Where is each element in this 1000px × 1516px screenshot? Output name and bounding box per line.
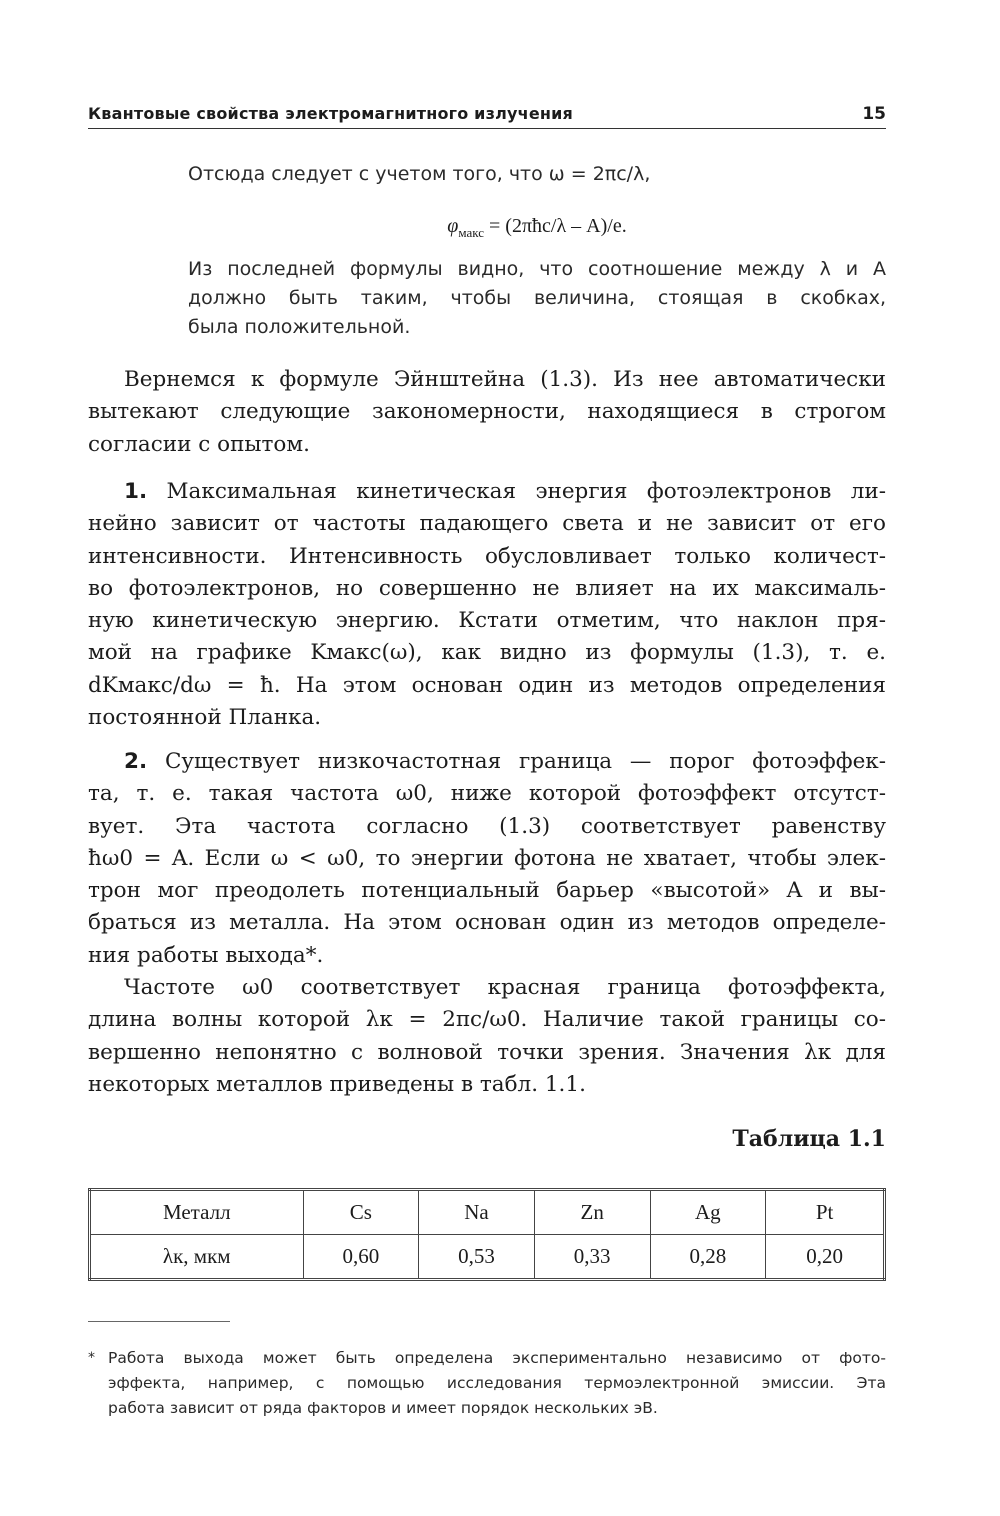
paragraph-line: мой на графике Kмакс(ω), как видно из формулы (1.3), т. е. [88, 640, 886, 666]
formula-subscript: макс [458, 225, 485, 240]
paragraph-line: трон мог преодолеть потенциальный барьер «высотой» A и вы- [88, 878, 886, 904]
note-intro [188, 160, 886, 189]
paragraph-line: вует. Эта частота согласно (1.3) соответствует равенству [88, 813, 886, 839]
header-rule [88, 128, 886, 129]
page-number: 15 [862, 104, 886, 124]
running-header-title: Квантовые свойства электромагнитного излучения [88, 104, 574, 123]
paragraph-line [88, 476, 886, 508]
footnote-marker: * [88, 1350, 95, 1366]
paragraph-line: во фотоэлектронов, но совершенно не влияет на их максималь- [88, 575, 886, 601]
formula-rhs: = (2πħc/λ – A)/e. [484, 215, 627, 237]
table-red-limit [88, 1188, 886, 1281]
table-row [90, 1235, 885, 1280]
paragraph-line: постоянной Планка. [88, 705, 322, 731]
formula-phi-max [188, 215, 886, 241]
note-line: Из последней формулы видно, что соотношение между λ и A [188, 258, 886, 280]
paragraph-line: Вернемся к формуле Эйнштейна (1.3). Из нее автоматически [124, 367, 886, 392]
table-caption: Таблица 1.1 [732, 1126, 886, 1152]
paragraph-line: dKмакс/dω = ħ. На этом основан один из методов определения [88, 672, 886, 698]
table-cell: 0,33 [534, 1235, 650, 1280]
paragraph-line: ния работы выхода*. [88, 942, 324, 968]
table-cell: 0,60 [303, 1235, 419, 1280]
note-line: была положительной. [188, 316, 411, 338]
note-line: должно быть таким, чтобы величина, стоящая в скобках, [188, 287, 886, 309]
item-2-paragraph [88, 746, 886, 972]
table-header-cell: λк, мкм [90, 1235, 304, 1280]
paragraph-line: вершенно непонятно с волновой точки зрения. Значения λк для [88, 1039, 886, 1065]
table-cell: Zn [534, 1190, 650, 1235]
paragraph-line: браться из металла. На этом основан один из методов определе- [88, 910, 886, 936]
note-intro-line: Отсюда следует с учетом того, что ω = 2πc/λ, [188, 163, 651, 185]
intro-paragraph [88, 364, 886, 461]
paragraph-line: согласии с опытом. [88, 431, 310, 457]
item-1-paragraph [88, 476, 886, 734]
table-cell: 0,28 [650, 1235, 766, 1280]
table-cell: Ag [650, 1190, 766, 1235]
paragraph-line: нейно зависит от частоты падающего света и не зависит от его [88, 511, 886, 537]
paragraph-line: ную кинетическую энергию. Кстати отметим, что наклон пря- [88, 608, 886, 634]
formula-lhs: φ [447, 215, 459, 237]
paragraph-line: длина волны которой λк = 2πc/ω0. Наличие такой границы со- [88, 1007, 886, 1033]
red-limit-paragraph [88, 972, 886, 1101]
footnote-line: Работа выхода может быть определена экспериментально независимо от фото- [108, 1349, 886, 1367]
table-cell: Na [419, 1190, 535, 1235]
item-1-line-text: Максимальная кинетическая энергия фотоэлектронов ли- [166, 479, 886, 504]
footnote [88, 1346, 886, 1421]
table-header-cell: Металл [90, 1190, 304, 1235]
table-cell: Cs [303, 1190, 419, 1235]
table-cell: 0,20 [766, 1235, 885, 1280]
item-2-number: 2. [124, 749, 148, 774]
footnote-line: работа зависит от ряда факторов и имеет порядок нескольких эВ. [108, 1399, 658, 1417]
footnote-line: эффекта, например, с помощью исследования термоэлектронной эмиссии. Эта [108, 1374, 886, 1392]
paragraph-line: интенсивности. Интенсивность обусловливает только количест- [88, 543, 886, 569]
paragraph-line: некоторых металлов приведены в табл. 1.1. [88, 1071, 586, 1097]
footnote-rule [88, 1321, 230, 1322]
note-explanation [188, 255, 886, 342]
footnote-text [108, 1346, 886, 1421]
paragraph-line: Частоте ω0 соответствует красная граница фотоэффекта, [124, 975, 886, 1000]
paragraph-line: вытекают следующие закономерности, находящиеся в строгом [88, 399, 886, 425]
paragraph-line: та, т. е. такая частота ω0, ниже которой фотоэффект отсутст- [88, 781, 886, 807]
paragraph-line: ħω0 = A. Если ω < ω0, то энергии фотона не хватает, чтобы элек- [88, 845, 886, 871]
table-cell: Pt [766, 1190, 885, 1235]
table-row [90, 1190, 885, 1235]
item-1-number: 1. [124, 479, 148, 504]
paragraph-line [88, 746, 886, 778]
item-2-line-text: Существует низкочастотная граница — порог фотоэффек- [164, 749, 886, 774]
table-cell: 0,53 [419, 1235, 535, 1280]
